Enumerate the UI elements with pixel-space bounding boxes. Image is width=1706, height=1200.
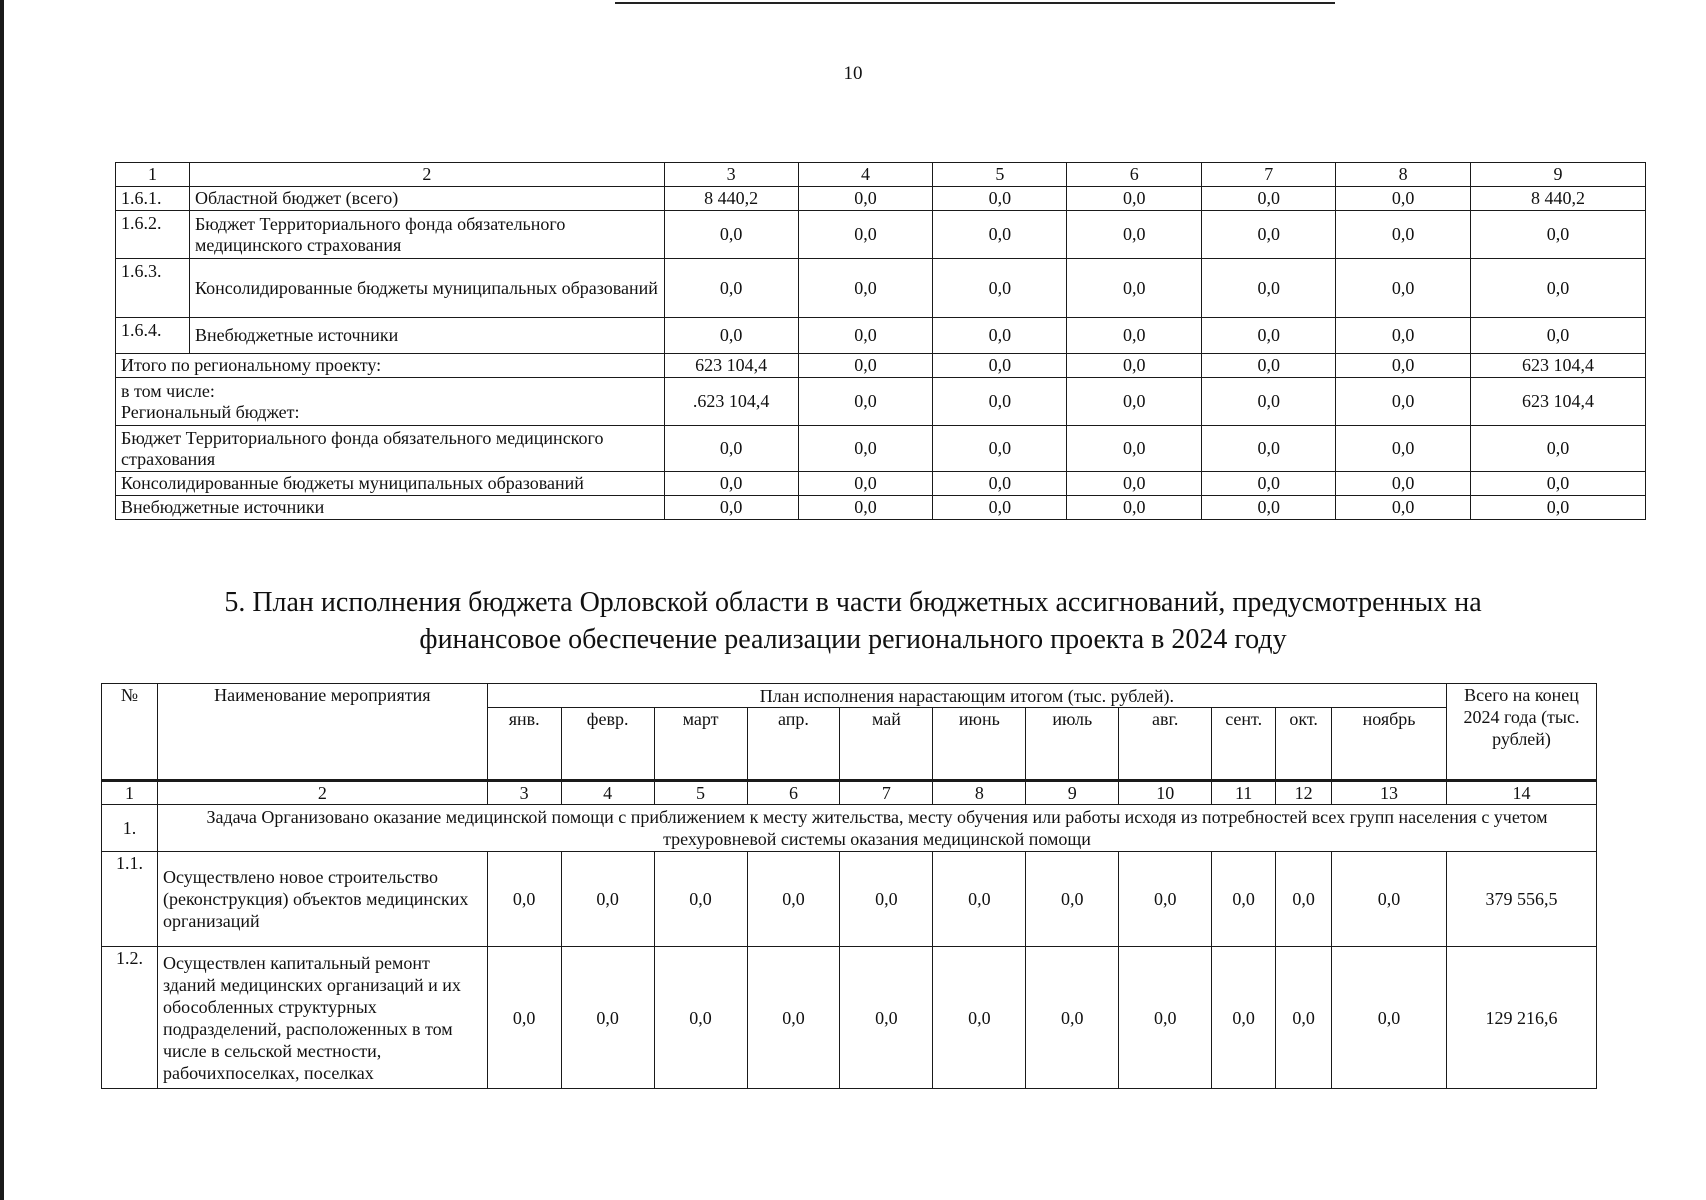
value-cell: 623 104,4 <box>1471 378 1646 426</box>
value-cell: 0,0 <box>933 947 1026 1089</box>
value-cell: 0,0 <box>1067 187 1202 211</box>
row-number: 1.6.4. <box>116 318 190 354</box>
value-cell: 0,0 <box>561 947 654 1089</box>
value-cell: 0,0 <box>654 852 747 947</box>
value-cell: 0,0 <box>1026 947 1119 1089</box>
month-header: окт. <box>1276 708 1332 781</box>
row-name: Консолидированные бюджеты муниципальных образований <box>189 259 664 318</box>
table-row <box>116 259 1646 318</box>
total-row <box>116 354 1646 378</box>
value-cell: 0,0 <box>798 354 933 378</box>
value-cell: 0,0 <box>1119 852 1212 947</box>
header-cell: 5 <box>933 163 1067 187</box>
value-cell: 0,0 <box>1119 947 1212 1089</box>
index-cell: 11 <box>1212 781 1276 805</box>
value-cell: 0,0 <box>933 318 1067 354</box>
value-cell: 0,0 <box>1332 852 1447 947</box>
task-row <box>102 805 1597 852</box>
header-cell: 7 <box>1202 163 1336 187</box>
value-cell: 0,0 <box>1202 496 1336 520</box>
header-cell: 3 <box>664 163 798 187</box>
section-title <box>0 584 1706 658</box>
index-cell: 3 <box>487 781 561 805</box>
table-row <box>116 318 1646 354</box>
value-cell: 0,0 <box>747 947 840 1089</box>
value-cell: 0,0 <box>798 259 933 318</box>
name-column-header: Наименование мероприятия <box>157 684 487 781</box>
index-cell: 8 <box>933 781 1026 805</box>
value-cell: 0,0 <box>1202 354 1336 378</box>
value-cell: 0,0 <box>1067 354 1202 378</box>
value-cell: 0,0 <box>798 472 933 496</box>
value-cell: 0,0 <box>1336 472 1471 496</box>
value-cell: 0,0 <box>798 211 933 259</box>
row-name: Осуществлен капитальный ремонт зданий медицинских организаций и их обособленных структурных подразделений, расположенных в том числе в сельской местности, рабочихпоселках, поселках <box>157 947 487 1089</box>
value-cell: 0,0 <box>1471 496 1646 520</box>
total-label <box>116 378 665 426</box>
number-column-header: № <box>102 684 158 781</box>
value-cell: 0,0 <box>1067 211 1202 259</box>
value-cell: 0,0 <box>798 318 933 354</box>
index-cell: 2 <box>157 781 487 805</box>
budget-sources-table <box>115 162 1646 520</box>
month-header: янв. <box>487 708 561 781</box>
table-row <box>102 852 1597 947</box>
month-header: апр. <box>747 708 840 781</box>
value-cell: 0,0 <box>1067 426 1202 472</box>
value-cell: 0,0 <box>664 426 798 472</box>
value-cell: 0,0 <box>1332 947 1447 1089</box>
table-row <box>116 187 1646 211</box>
value-cell: 0,0 <box>664 211 798 259</box>
row-name: Бюджет Территориального фонда обязательного медицинского страхования <box>189 211 664 259</box>
value-cell: 0,0 <box>1336 187 1471 211</box>
value-cell: 0,0 <box>1202 472 1336 496</box>
value-cell: 0,0 <box>487 947 561 1089</box>
value-cell: 623 104,4 <box>1471 354 1646 378</box>
value-cell: 0,0 <box>664 472 798 496</box>
index-cell: 4 <box>561 781 654 805</box>
month-header: июль <box>1026 708 1119 781</box>
value-cell: 0,0 <box>1276 852 1332 947</box>
value-cell: 0,0 <box>1336 318 1471 354</box>
value-cell: 0,0 <box>1212 852 1276 947</box>
value-cell: 0,0 <box>933 472 1067 496</box>
value-cell: 0,0 <box>747 852 840 947</box>
header-cell: 4 <box>798 163 933 187</box>
total-label: Итого по региональному проекту: <box>116 354 665 378</box>
value-cell: 0,0 <box>1202 211 1336 259</box>
section-title-line: 5. План исполнения бюджета Орловской области в части бюджетных ассигнований, предусмотренных на <box>224 587 1482 618</box>
value-cell: 0,0 <box>1336 378 1471 426</box>
value-cell: 0,0 <box>840 852 933 947</box>
value-cell: 0,0 <box>664 496 798 520</box>
month-header: февр. <box>561 708 654 781</box>
value-cell: 0,0 <box>1471 472 1646 496</box>
top-rule <box>615 2 1335 4</box>
index-cell: 13 <box>1332 781 1447 805</box>
month-header: март <box>654 708 747 781</box>
value-cell: 0,0 <box>1471 259 1646 318</box>
value-cell: 0,0 <box>654 947 747 1089</box>
column-index-row <box>102 781 1597 805</box>
month-header: авг. <box>1119 708 1212 781</box>
total-label-line: в том числе: <box>121 380 215 401</box>
value-cell: 8 440,2 <box>1471 187 1646 211</box>
row-name: Областной бюджет (всего) <box>189 187 664 211</box>
total-label-line: Региональный бюджет: <box>121 401 300 422</box>
row-name: Осуществлено новое строительство (реконструкция) объектов медицинских организаций <box>157 852 487 947</box>
index-cell: 6 <box>747 781 840 805</box>
total-row <box>116 378 1646 426</box>
total-cell: 129 216,6 <box>1447 947 1597 1089</box>
value-cell: 0,0 <box>933 187 1067 211</box>
value-cell: 0,0 <box>1067 259 1202 318</box>
value-cell: 0,0 <box>1202 259 1336 318</box>
value-cell: 623 104,4 <box>664 354 798 378</box>
total-column-header: Всего на конец 2024 года (тыс. рублей) <box>1447 684 1597 781</box>
value-cell: 0,0 <box>1336 426 1471 472</box>
value-cell: 0,0 <box>1212 947 1276 1089</box>
index-cell: 1 <box>102 781 158 805</box>
total-row <box>116 426 1646 472</box>
value-cell: 0,0 <box>1336 496 1471 520</box>
index-cell: 10 <box>1119 781 1212 805</box>
row-number: 1.6.3. <box>116 259 190 318</box>
value-cell: .623 104,4 <box>664 378 798 426</box>
value-cell: 0,0 <box>1067 318 1202 354</box>
index-cell: 5 <box>654 781 747 805</box>
row-number: 1.2. <box>102 947 158 1089</box>
value-cell: 0,0 <box>1202 318 1336 354</box>
header-cell: 2 <box>189 163 664 187</box>
execution-plan-table <box>101 683 1597 1089</box>
index-cell: 9 <box>1026 781 1119 805</box>
value-cell: 0,0 <box>664 318 798 354</box>
section-title-line: финансовое обеспечение реализации регионального проекта в 2024 году <box>419 624 1287 655</box>
task-description: Задача Организовано оказание медицинской помощи с приближением к месту жительства, месту обучения или работы исходя из потребностей всех групп населения с учетом трехуровневой системы оказания медицинской помощи <box>157 805 1596 852</box>
value-cell: 0,0 <box>487 852 561 947</box>
value-cell: 0,0 <box>1336 354 1471 378</box>
header-cell: 1 <box>116 163 190 187</box>
value-cell: 0,0 <box>933 852 1026 947</box>
total-row <box>116 472 1646 496</box>
value-cell: 0,0 <box>1067 472 1202 496</box>
value-cell: 0,0 <box>933 378 1067 426</box>
value-cell: 0,0 <box>798 378 933 426</box>
total-cell: 379 556,5 <box>1447 852 1597 947</box>
value-cell: 0,0 <box>798 496 933 520</box>
value-cell: 0,0 <box>1336 211 1471 259</box>
value-cell: 0,0 <box>933 259 1067 318</box>
total-label: Консолидированные бюджеты муниципальных образований <box>116 472 665 496</box>
value-cell: 0,0 <box>1067 378 1202 426</box>
month-header: май <box>840 708 933 781</box>
value-cell: 0,0 <box>1202 426 1336 472</box>
header-cell: 6 <box>1067 163 1202 187</box>
value-cell: 0,0 <box>1336 259 1471 318</box>
row-number: 1.1. <box>102 852 158 947</box>
row-name: Внебюджетные источники <box>189 318 664 354</box>
value-cell: 0,0 <box>1026 852 1119 947</box>
total-label: Бюджет Территориального фонда обязательного медицинского страхования <box>116 426 665 472</box>
value-cell: 0,0 <box>1067 496 1202 520</box>
value-cell: 0,0 <box>1202 187 1336 211</box>
row-number: 1.6.2. <box>116 211 190 259</box>
total-row <box>116 496 1646 520</box>
task-number: 1. <box>102 805 158 852</box>
value-cell: 8 440,2 <box>664 187 798 211</box>
value-cell: 0,0 <box>933 211 1067 259</box>
value-cell: 0,0 <box>1471 211 1646 259</box>
value-cell: 0,0 <box>840 947 933 1089</box>
table-header-row <box>116 163 1646 187</box>
value-cell: 0,0 <box>664 259 798 318</box>
value-cell: 0,0 <box>1202 378 1336 426</box>
index-cell: 12 <box>1276 781 1332 805</box>
index-cell: 7 <box>840 781 933 805</box>
value-cell: 0,0 <box>933 426 1067 472</box>
total-label: Внебюджетные источники <box>116 496 665 520</box>
value-cell: 0,0 <box>1276 947 1332 1089</box>
value-cell: 0,0 <box>1471 318 1646 354</box>
table-header-row <box>102 684 1597 708</box>
month-header: июнь <box>933 708 1026 781</box>
index-cell: 14 <box>1447 781 1597 805</box>
value-cell: 0,0 <box>933 354 1067 378</box>
plan-column-header: План исполнения нарастающим итогом (тыс. рублей). <box>487 684 1446 708</box>
row-number: 1.6.1. <box>116 187 190 211</box>
table-row <box>102 947 1597 1089</box>
page-number: 10 <box>843 63 863 84</box>
month-header: ноябрь <box>1332 708 1447 781</box>
value-cell: 0,0 <box>1471 426 1646 472</box>
header-cell: 9 <box>1471 163 1646 187</box>
header-cell: 8 <box>1336 163 1471 187</box>
table-row <box>116 211 1646 259</box>
value-cell: 0,0 <box>798 187 933 211</box>
value-cell: 0,0 <box>933 496 1067 520</box>
value-cell: 0,0 <box>798 426 933 472</box>
month-header: сент. <box>1212 708 1276 781</box>
value-cell: 0,0 <box>561 852 654 947</box>
